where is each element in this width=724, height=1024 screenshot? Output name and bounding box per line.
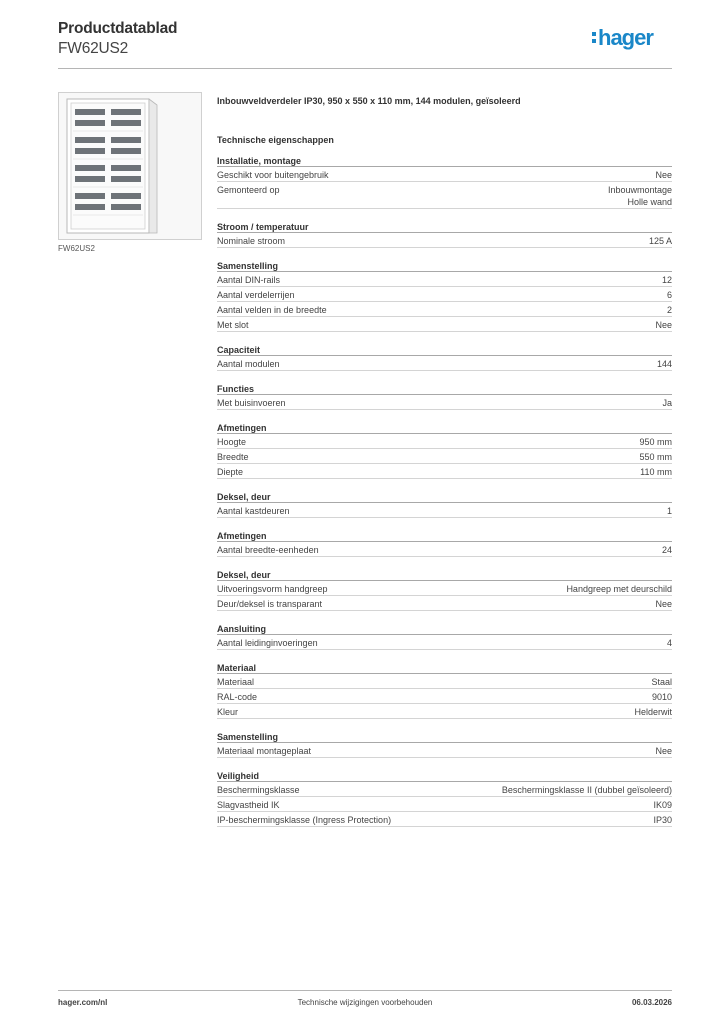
- spec-label: Beschermingsklasse: [217, 785, 300, 795]
- spec-value: 125 A: [648, 236, 672, 246]
- spec-group-title: Materiaal: [217, 660, 672, 674]
- spec-label: Materiaal montageplaat: [217, 746, 312, 756]
- spec-row: [217, 302, 672, 317]
- group-spacer: [217, 371, 672, 381]
- spec-value: Handgreep met deurschild: [566, 584, 672, 594]
- product-image: [58, 92, 202, 240]
- spec-group-title: Capaciteit: [217, 342, 672, 356]
- group-spacer: [217, 209, 672, 219]
- spec-row: [217, 581, 672, 596]
- spec-value: 12: [661, 275, 672, 285]
- footer-date: 06.03.2026: [631, 998, 672, 1007]
- spec-label: Aantal leidinginvoeringen: [217, 638, 318, 648]
- spec-row: [217, 674, 672, 689]
- spec-row: [217, 797, 672, 812]
- spec-row: [217, 812, 672, 827]
- spec-row: [217, 356, 672, 371]
- spec-label: Nominale stroom: [217, 236, 286, 246]
- spec-value: 144: [656, 359, 672, 369]
- group-spacer: [217, 557, 672, 567]
- group-spacer: [217, 611, 672, 621]
- spec-value: Nee: [655, 170, 672, 180]
- spec-label: Gemonteerd op: [217, 185, 280, 195]
- spec-label: Aantal breedte-eenheden: [217, 545, 319, 555]
- spec-label: RAL-code: [217, 692, 258, 702]
- spec-group-title: Veiligheid: [217, 768, 672, 782]
- group-spacer: [217, 410, 672, 420]
- spec-group-title: Installatie, montage: [217, 153, 672, 167]
- spec-label: Geschikt voor buitengebruik: [217, 170, 329, 180]
- spec-value: Staal: [651, 677, 672, 687]
- footer-divider: [58, 990, 672, 991]
- footer-disclaimer: Technische wijzigingen voorbehouden: [297, 998, 433, 1007]
- spec-row: [217, 464, 672, 479]
- spec-value: 2: [666, 305, 672, 315]
- document-title: Productdatablad: [58, 20, 178, 37]
- spec-value: 4: [666, 638, 672, 648]
- spec-row: [217, 287, 672, 302]
- spec-row: [217, 704, 672, 719]
- spec-row: [217, 449, 672, 464]
- group-spacer: [217, 518, 672, 528]
- spec-value: Nee: [655, 746, 672, 756]
- spec-label: Materiaal: [217, 677, 255, 687]
- group-spacer: [217, 332, 672, 342]
- group-spacer: [217, 650, 672, 660]
- spec-row: [217, 743, 672, 758]
- spec-label: Met slot: [217, 320, 249, 330]
- spec-row: [217, 596, 672, 611]
- spec-group-title: Afmetingen: [217, 420, 672, 434]
- spec-row: [217, 233, 672, 248]
- group-spacer: [217, 758, 672, 768]
- spec-row: [217, 689, 672, 704]
- spec-group-title: Aansluiting: [217, 621, 672, 635]
- page-header: [58, 20, 672, 68]
- spec-label: Deur/deksel is transparant: [217, 599, 323, 609]
- spec-row: [217, 272, 672, 287]
- spec-groups: [217, 153, 672, 827]
- spec-value: 110 mm: [640, 467, 672, 477]
- spec-value: Nee: [655, 599, 672, 609]
- spec-label: Uitvoeringsvorm handgreep: [217, 584, 328, 594]
- spec-group-title: Afmetingen: [217, 528, 672, 542]
- spec-value: Beschermingsklasse II (dubbel geïsoleerd): [501, 785, 672, 795]
- spec-value: 24: [661, 545, 672, 555]
- spec-value: 1: [666, 506, 672, 516]
- spec-group-title: Deksel, deur: [217, 567, 672, 581]
- spec-row: [217, 434, 672, 449]
- spec-value: Nee: [655, 320, 672, 330]
- svg-text:hager: hager: [598, 26, 653, 50]
- spec-label: Hoogte: [217, 437, 247, 447]
- page-footer: [58, 998, 672, 1010]
- spec-value: IK09: [653, 800, 672, 810]
- spec-row: [217, 395, 672, 410]
- spec-value: Ja: [662, 398, 672, 408]
- footer-website[interactable]: hager.com/nl: [58, 998, 108, 1007]
- spec-row: [217, 503, 672, 518]
- spec-label: Aantal kastdeuren: [217, 506, 290, 516]
- spec-label: Diepte: [217, 467, 244, 477]
- spec-group-title: Stroom / temperatuur: [217, 219, 672, 233]
- spec-value: 6: [666, 290, 672, 300]
- spec-label: Breedte: [217, 452, 249, 462]
- spec-label: Aantal DIN-rails: [217, 275, 281, 285]
- spec-label: Kleur: [217, 707, 239, 717]
- spec-value: IP30: [653, 815, 672, 825]
- product-code: FW62US2: [58, 40, 129, 57]
- product-description: Inbouwveldverdeler IP30, 950 x 550 x 110 mm, 144 modulen, geïsoleerd: [217, 96, 521, 106]
- spec-group-title: Functies: [217, 381, 672, 395]
- group-spacer: [217, 479, 672, 489]
- group-spacer: [217, 719, 672, 729]
- spec-value: Helderwit: [634, 707, 672, 717]
- spec-row: [217, 182, 672, 209]
- header-divider: [58, 68, 672, 69]
- spec-row: [217, 317, 672, 332]
- spec-label: IP-beschermingsklasse (Ingress Protection): [217, 815, 392, 825]
- spec-value: Inbouwmontage Holle wand: [607, 185, 672, 207]
- spec-label: Slagvastheid IK: [217, 800, 280, 810]
- spec-group-title: Samenstelling: [217, 258, 672, 272]
- image-caption: FW62US2: [58, 244, 95, 253]
- product-specifications: [217, 95, 672, 827]
- spec-label: Met buisinvoeren: [217, 398, 286, 408]
- spec-row: [217, 635, 672, 650]
- spec-value: 9010: [651, 692, 672, 702]
- spec-label: Aantal verdelerrijen: [217, 290, 295, 300]
- spec-row: [217, 542, 672, 557]
- spec-label: Aantal modulen: [217, 359, 280, 369]
- spec-group-title: Deksel, deur: [217, 489, 672, 503]
- hager-logo: [592, 26, 672, 52]
- section-title: Technische eigenschappen: [217, 135, 334, 145]
- spec-group-title: Samenstelling: [217, 729, 672, 743]
- group-spacer: [217, 248, 672, 258]
- spec-value: 950 mm: [639, 437, 672, 447]
- spec-row: [217, 782, 672, 797]
- spec-value: 550 mm: [639, 452, 672, 462]
- spec-label: Aantal velden in de breedte: [217, 305, 327, 315]
- spec-row: [217, 167, 672, 182]
